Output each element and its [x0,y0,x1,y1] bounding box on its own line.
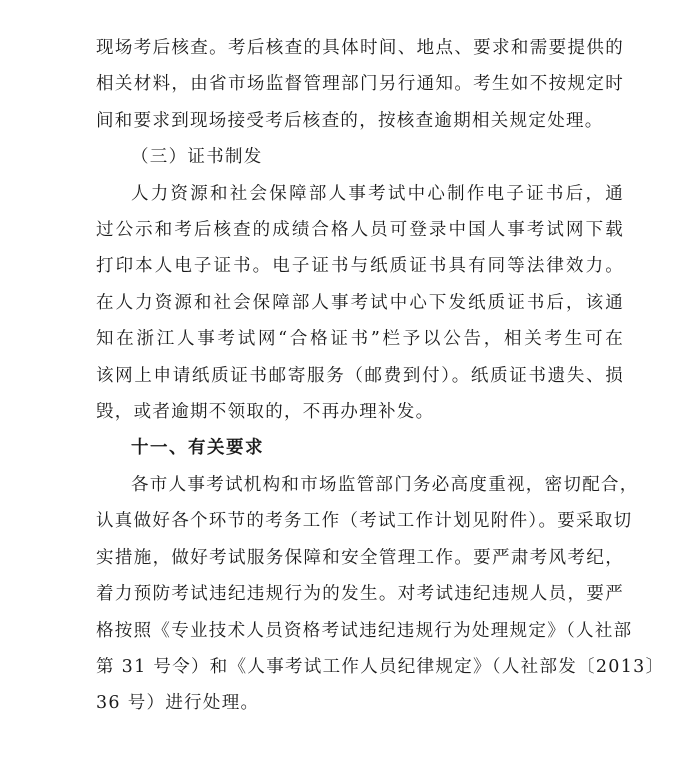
text-line: 第 31 号令）和《人事考试工作人员纪律规定》（人社部发〔2013〕 [96,656,665,677]
paragraph-certificate [96,176,624,467]
text-line: 人力资源和社会保障部人事考试中心制作电子证书后，通 [131,183,624,204]
text-line: 格按照《专业技术人员资格考试违纪违规行为处理规定》（人社部 [96,620,633,641]
section-heading-requirements: 十一、有关要求 [131,438,264,459]
text-line: 着力预防考试违纪违规行为的发生。对考试违纪违规人员，要严 [96,584,624,605]
text-line: 现场考后核查。考后核查的具体时间、地点、要求和需要提供的 [96,38,624,58]
paragraph-verification [96,30,624,176]
paragraph-requirements [96,467,665,722]
text-line: 36 号）进行处理。 [96,693,260,714]
text-line: 打印本人电子证书。电子证书与纸质证书具有同等法律效力。 [96,256,624,277]
text-line: 认真做好各个环节的考务工作（考试工作计划见附件）。要采取切 [96,511,633,532]
text-line: 各市人事考试机构和市场监管部门务必高度重视，密切配合， [131,475,639,495]
text-line: 该网上申请纸质证书邮寄服务（邮费到付）。纸质证书遗失、损 [96,365,624,386]
text-line: 过公示和考后核查的成绩合格人员可登录中国人事考试网下载 [96,219,624,240]
text-line: 相关材料，由省市场监督管理部门另行通知。考生如不按规定时 [96,74,624,95]
text-line: 间和要求到现场接受考后核查的，按核查逾期相关规定处理。 [96,110,604,131]
text-line: 实措施，做好考试服务保障和安全管理工作。要严肃考风考纪， [96,547,624,568]
text-line: 毁，或者逾期不领取的，不再办理补发。 [96,401,435,422]
subheading-certificate: （三）证书制发 [131,147,263,168]
text-line: 知在浙江人事考试网“合格证书”栏予以公告，相关考生可在 [96,329,624,350]
text-line: 在人力资源和社会保障部人事考试中心下发纸质证书后，该通 [96,292,624,313]
